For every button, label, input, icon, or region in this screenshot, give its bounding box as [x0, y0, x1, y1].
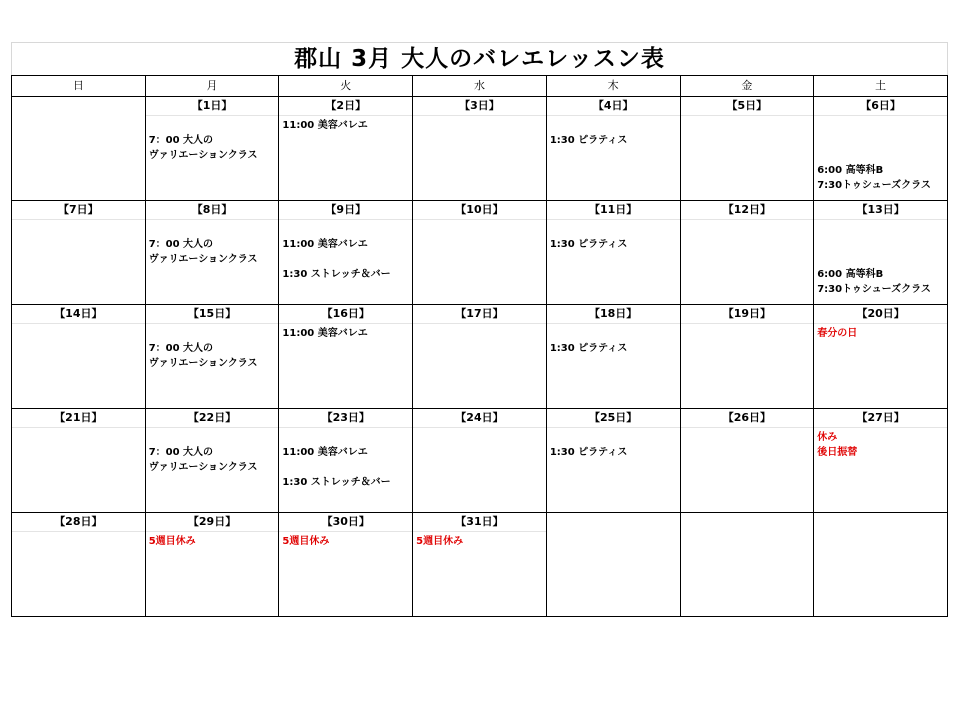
- schedule-sheet: [11, 42, 948, 617]
- day-date-label: 【7日】: [12, 201, 145, 220]
- lesson-entry: ヴァリエーションクラス: [148, 254, 258, 265]
- lesson-entry: 7：00 大人の: [148, 239, 214, 250]
- week-row: [12, 513, 948, 617]
- day-cell: [279, 305, 413, 409]
- day-cell-content: [146, 97, 279, 200]
- day-cell: [814, 409, 948, 513]
- lesson-entry: 7：00 大人の: [148, 135, 214, 146]
- day-cell: [680, 97, 814, 201]
- lesson-entry: 11:00 美容バレエ: [282, 328, 368, 339]
- day-cell: [279, 513, 413, 617]
- lesson-entry: 11:00 美容バレエ: [282, 239, 368, 250]
- day-cell: [279, 201, 413, 305]
- day-cell-content: [279, 305, 412, 408]
- day-cell-content: [547, 305, 680, 408]
- weekday-header-row: [12, 76, 948, 97]
- weekday-header-thu: 木: [546, 76, 680, 97]
- day-cell-content: [681, 97, 814, 200]
- day-cell-content: [413, 305, 546, 408]
- day-date-label: 【29日】: [146, 513, 279, 532]
- day-cell-content: [146, 201, 279, 304]
- day-date-label: 【22日】: [146, 409, 279, 428]
- day-cell-content: [12, 305, 145, 408]
- day-cell: [814, 513, 948, 617]
- weekday-header-sat: 土: [814, 76, 948, 97]
- day-cell-content: [279, 513, 412, 616]
- day-date-label: 【26日】: [681, 409, 814, 428]
- day-date-label: 【1日】: [146, 97, 279, 116]
- day-cell: [814, 97, 948, 201]
- lesson-entry: 11:00 美容バレエ: [282, 120, 368, 131]
- lesson-entry: 7:30トゥシューズクラス: [817, 180, 931, 191]
- lesson-entry: 6:00 高等科B: [817, 269, 884, 280]
- day-cell-content: [12, 513, 145, 616]
- lesson-entry: 1:30 ピラティス: [549, 447, 628, 458]
- day-date-label: 【16日】: [279, 305, 412, 324]
- weekday-header-tue: 火: [279, 76, 413, 97]
- day-date-label: 【10日】: [413, 201, 546, 220]
- day-notice-text: 5週目休み: [148, 536, 196, 547]
- weekday-header-sun: 日: [12, 76, 146, 97]
- day-cell-content: [681, 513, 814, 616]
- lesson-entry: ヴァリエーションクラス: [148, 462, 258, 473]
- day-cell-content: [814, 305, 947, 408]
- day-cell-content: [12, 201, 145, 304]
- day-date-label: 【9日】: [279, 201, 412, 220]
- day-notice-text: 春分の日: [817, 328, 858, 339]
- day-cell: [279, 409, 413, 513]
- day-cell-content: [12, 97, 145, 200]
- lesson-entry: 1:30 ストレッチ＆バー: [282, 477, 391, 488]
- day-cell-content: [814, 201, 947, 304]
- week-row: [12, 201, 948, 305]
- day-cell: [546, 305, 680, 409]
- day-cell: [680, 305, 814, 409]
- day-cell: [413, 305, 547, 409]
- day-cell: [145, 305, 279, 409]
- day-cell: [145, 513, 279, 617]
- day-cell-content: [413, 97, 546, 200]
- day-date-label: 【19日】: [681, 305, 814, 324]
- week-row: [12, 409, 948, 513]
- day-cell: [12, 409, 146, 513]
- day-date-label: 【11日】: [547, 201, 680, 220]
- day-date-label: 【4日】: [547, 97, 680, 116]
- day-cell: [12, 305, 146, 409]
- lesson-entry: 1:30 ピラティス: [549, 135, 628, 146]
- day-date-label: 【13日】: [814, 201, 947, 220]
- day-cell: [546, 409, 680, 513]
- day-cell-content: [413, 513, 546, 616]
- day-notice-text: 5週目休み: [416, 536, 464, 547]
- day-cell-content: [279, 97, 412, 200]
- day-date-label: 【15日】: [146, 305, 279, 324]
- day-date-label: 【17日】: [413, 305, 546, 324]
- day-cell: [546, 97, 680, 201]
- calendar-body: [12, 97, 948, 617]
- day-cell: [814, 201, 948, 305]
- day-date-label: 【28日】: [12, 513, 145, 532]
- lesson-entry: 6:00 高等科B: [817, 165, 884, 176]
- day-cell: [546, 201, 680, 305]
- day-cell-content: [279, 201, 412, 304]
- day-cell-content: [547, 97, 680, 200]
- week-row: [12, 305, 948, 409]
- day-cell: [546, 513, 680, 617]
- day-cell: [279, 97, 413, 201]
- day-notice-text: 休み: [817, 432, 838, 443]
- day-cell-content: [814, 409, 947, 512]
- day-cell: [413, 201, 547, 305]
- day-cell-content: [146, 409, 279, 512]
- day-cell: [413, 409, 547, 513]
- day-date-label: 【14日】: [12, 305, 145, 324]
- day-cell: [12, 201, 146, 305]
- day-cell: [12, 97, 146, 201]
- day-cell-content: [279, 409, 412, 512]
- day-date-label: 【27日】: [814, 409, 947, 428]
- calendar-table: [11, 75, 948, 617]
- day-date-label: 【3日】: [413, 97, 546, 116]
- lesson-entry: ヴァリエーションクラス: [148, 150, 258, 161]
- weekday-header-wed: 水: [413, 76, 547, 97]
- weekday-header-mon: 月: [145, 76, 279, 97]
- day-cell-content: [12, 409, 145, 512]
- day-date-label: 【12日】: [681, 201, 814, 220]
- day-cell: [413, 513, 547, 617]
- day-date-label: 【2日】: [279, 97, 412, 116]
- day-notice-text: 5週目休み: [282, 536, 330, 547]
- day-cell: [12, 513, 146, 617]
- day-date-label: 【18日】: [547, 305, 680, 324]
- day-cell: [413, 97, 547, 201]
- day-cell-content: [814, 513, 947, 616]
- lesson-entry: ヴァリエーションクラス: [148, 358, 258, 369]
- day-date-label: 【24日】: [413, 409, 546, 428]
- day-cell-content: [146, 305, 279, 408]
- day-date-label: 【25日】: [547, 409, 680, 428]
- lesson-entry: 1:30 ストレッチ＆バー: [282, 269, 391, 280]
- day-notice-text: 後日振替: [817, 447, 858, 458]
- day-cell: [145, 97, 279, 201]
- weekday-header-fri: 金: [680, 76, 814, 97]
- day-cell-content: [146, 513, 279, 616]
- day-cell: [145, 409, 279, 513]
- lesson-entry: 1:30 ピラティス: [549, 239, 628, 250]
- lesson-entry: 7：00 大人の: [148, 343, 214, 354]
- day-date-label: 【21日】: [12, 409, 145, 428]
- day-date-label: 【30日】: [279, 513, 412, 532]
- lesson-entry: 7：00 大人の: [148, 447, 214, 458]
- day-cell-content: [681, 201, 814, 304]
- day-cell-content: [413, 409, 546, 512]
- lesson-entry: 11:00 美容バレエ: [282, 447, 368, 458]
- schedule-title: 郡山 3月 大人のバレエレッスン表: [11, 42, 948, 75]
- day-date-label: 【6日】: [814, 97, 947, 116]
- day-cell-content: [413, 201, 546, 304]
- day-cell: [680, 409, 814, 513]
- day-cell: [680, 513, 814, 617]
- lesson-entry: 7:30トゥシューズクラス: [817, 284, 931, 295]
- day-date-label: 【31日】: [413, 513, 546, 532]
- day-cell: [680, 201, 814, 305]
- day-cell-content: [681, 409, 814, 512]
- day-cell-content: [547, 201, 680, 304]
- day-cell-content: [547, 513, 680, 616]
- day-cell-content: [681, 305, 814, 408]
- day-cell: [814, 305, 948, 409]
- day-date-label: 【8日】: [146, 201, 279, 220]
- day-cell-content: [547, 409, 680, 512]
- day-cell: [145, 201, 279, 305]
- day-date-label: 【5日】: [681, 97, 814, 116]
- day-cell-content: [814, 97, 947, 200]
- day-date-label: 【20日】: [814, 305, 947, 324]
- lesson-entry: 1:30 ピラティス: [549, 343, 628, 354]
- week-row: [12, 97, 948, 201]
- day-date-label: 【23日】: [279, 409, 412, 428]
